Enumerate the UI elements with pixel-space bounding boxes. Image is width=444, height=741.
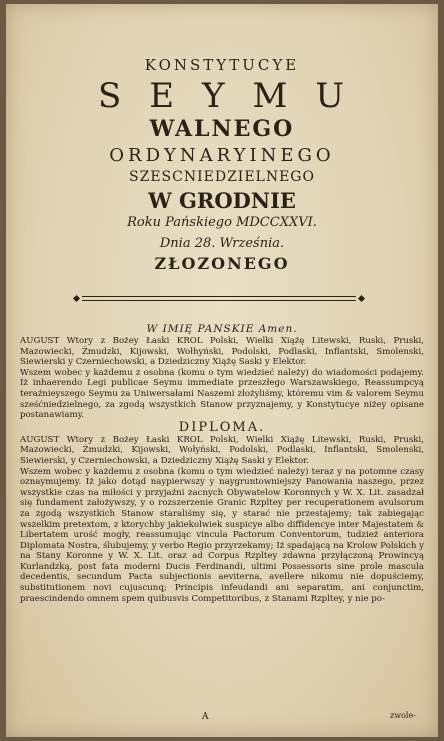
paragraph-royal-titles-1: AUGUST Wtory z Bożey Łaski KROL Polski, Wielki Xiążę Litewski, Ruski, Pruski, Mazowiecki, Żmudzki, Kijowski, Wołhyński, Podolski, Podlaski, Inflantski, Smolenski, Siewierski y Czerniechowski, a Dziedziczny Xiążę Saski y Elektor.: [20, 336, 424, 368]
document-page: [6, 4, 438, 737]
rule-line-thin: [82, 300, 356, 301]
catchword: zwole-: [390, 711, 416, 720]
ornamental-rule: [74, 296, 364, 302]
heading-diploma: DIPLOMA.: [178, 419, 266, 435]
title-line-seymu: SEYMU: [97, 76, 373, 116]
rule-diamond-left: [73, 295, 80, 302]
paragraph-royal-titles-2: AUGUST Wtory z Bożey Łaski KROL Polski, Wielki Xiążę Litewski, Ruski, Pruski, Mazowiecki, Żmudzki, Kijowski, Wołyński, Podolski, Podlaski, Inflantski, Smolenski, Siewierski, y Czerniechowski, a Dziedziczny Xiążę Saski y Elektor.: [20, 434, 424, 466]
paragraph-proclamation: Wszem wobec y każdemu z osobna (komu o tym wiedzieć należy) do wiadomości podajemy. Iż inhaerendo Legi publicae Seymu immediate przeszłego Warszawskiego, Reassumpcyą teraźnieyszego Seymu za Uniwersałami Naszemi złożyliśmy, któremu vim & valorem Seymu sześćniedzielnego, za zgodą wszystkich Stanow przyznajemy, y Konstytucye niżey opisane postanawiamy.: [20, 367, 424, 421]
title-line-zlozonego: ZŁOZONEGO: [154, 254, 290, 273]
title-line-konstytucye: KONSTYTUCYE: [144, 56, 300, 74]
signature-mark: A: [202, 712, 209, 722]
title-line-szescniedzielnego: SZESCNIEDZIELNEGO: [129, 169, 315, 185]
title-line-ordynaryinego: ORDYNARYINEGO: [109, 145, 335, 166]
rule-diamond-right: [358, 295, 365, 302]
title-line-date: Dnia 28. Września.: [159, 236, 285, 251]
document-body: [20, 323, 424, 604]
heading-w-imie-panskie: W IMIĘ PANSKIE Amen.: [146, 323, 298, 335]
paragraph-diploma-text: Wszem wobec y każdemu z osobna (komu o tym wiedzieć należy) teraz y na potomne czasy oznaymujemy. Iż jako dotąd naypierwszy y naygruntowniejszy Panowania naszego, przez wszystkie czas na miłości y przyjaźni zacnych Obywatelow Koronnych y W. X. Lit. zasadzał się fundament założywszy, y o rozszerzenie Granic Rzpltey per recuperationem avulsorum za zgodą wszystkich Stanow staraliśmy się, y starać nie przestajemy; tak zabiegając wszelkim pretextom, z ktorychby jakiekolwiek suspicye albo diffidencye inter Majestatem & Libertatem urość mogły, reassumując vincula Pactorum Conventorum, tudzież anteriora Diplomata Nostra, ślubujemy, y verbo Regio przyrzekamy; Iż spadającą na Krolow Polskich y na Stany Koronne y W. X. Lit. oraz ad Corpus Rzpltey zdawna przyłączoną Prowincyą Kurlandzką, post fata moderni Ducis Ferdinandi, ultimi Possessoris sine prole mascula decedentis, secundum Pacta subjectionis aeviterna, avellere nikomu nie dopuściemy, substitutionem novi cujuscunq; Principis infeudandi ani separatim, ani conjunctim, praescindendo omnem spem quibusvis Competitoribus, z Stanami Rzpltey, y nie po-: [20, 466, 424, 604]
title-line-w-grodnie: W GRODNIE: [148, 188, 296, 213]
title-line-walnego: WALNEGO: [149, 116, 295, 142]
title-line-year: Roku Pańskiego MDCCXXVI.: [127, 215, 317, 230]
rule-line-thick: [82, 296, 356, 297]
